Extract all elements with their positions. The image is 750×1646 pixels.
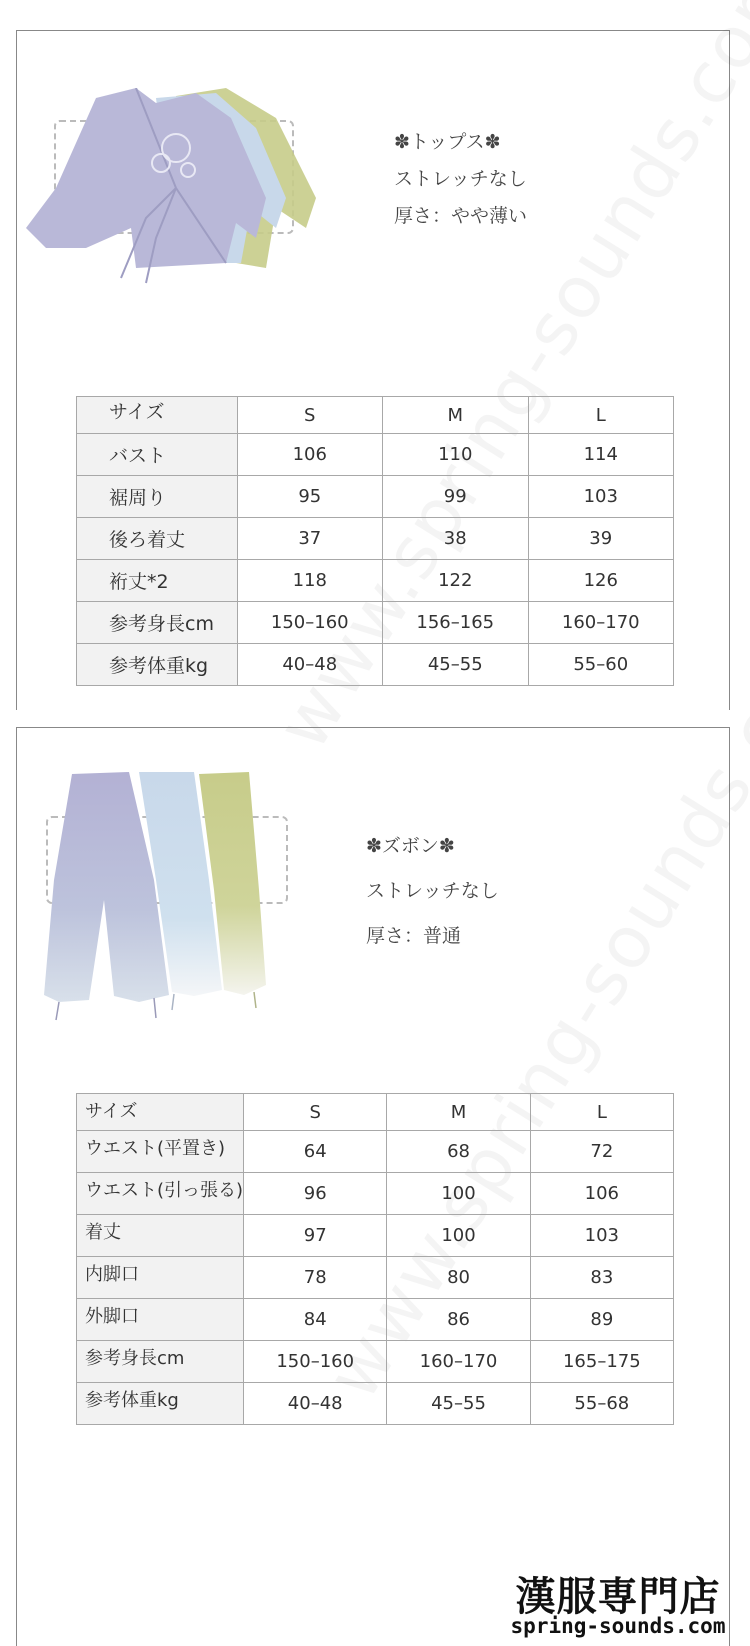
table-row: [77, 1383, 674, 1425]
table-row: [77, 1173, 674, 1215]
cell-m: 68: [387, 1131, 530, 1173]
header-size-label: サイズ: [77, 397, 238, 434]
header-size-s: S: [244, 1094, 387, 1131]
cell-s: 106: [237, 434, 382, 476]
cell-m: 100: [387, 1215, 530, 1257]
tops-info: [394, 124, 527, 235]
header-size-l: L: [528, 397, 674, 434]
header-size-l: L: [530, 1094, 673, 1131]
table-row: [77, 1299, 674, 1341]
cell-s: 96: [244, 1173, 387, 1215]
cell-m: 99: [383, 476, 528, 518]
cell-s: 84: [244, 1299, 387, 1341]
cell-m: 45–55: [383, 644, 528, 686]
row-label: 参考身長cm: [77, 602, 238, 644]
table-row: [77, 644, 674, 686]
cell-l: 160–170: [528, 602, 674, 644]
cell-l: 83: [530, 1257, 673, 1299]
cell-m: 38: [383, 518, 528, 560]
pants-title: ✽ズボン✽: [366, 835, 455, 857]
pants-garment-image: [44, 770, 284, 1025]
cell-l: 103: [528, 476, 674, 518]
row-label: 内脚口: [77, 1257, 244, 1299]
table-row: [77, 1215, 674, 1257]
cell-m: 160–170: [387, 1341, 530, 1383]
cell-s: 37: [237, 518, 382, 560]
row-label: 参考身長cm: [77, 1341, 244, 1383]
header-size-m: M: [387, 1094, 530, 1131]
row-label: 参考体重kg: [77, 644, 238, 686]
tops-garment-image: [26, 88, 316, 288]
brand-url[interactable]: spring-sounds.com: [510, 1614, 726, 1638]
cell-m: 86: [387, 1299, 530, 1341]
table-row: [77, 434, 674, 476]
cell-s: 150–160: [244, 1341, 387, 1383]
pants-info: [366, 824, 499, 959]
cell-l: 89: [530, 1299, 673, 1341]
row-label: バスト: [77, 434, 238, 476]
cell-s: 78: [244, 1257, 387, 1299]
table-row: [77, 602, 674, 644]
table-row: [77, 518, 674, 560]
tops-stretch: ストレッチなし: [394, 168, 527, 190]
row-label: 着丈: [77, 1215, 244, 1257]
cell-l: 114: [528, 434, 674, 476]
cell-l: 72: [530, 1131, 673, 1173]
pants-size-table: [76, 1093, 674, 1425]
cell-s: 40–48: [237, 644, 382, 686]
cell-m: 156–165: [383, 602, 528, 644]
row-label: ウエスト(平置き): [77, 1131, 244, 1173]
cell-s: 64: [244, 1131, 387, 1173]
cell-s: 40–48: [244, 1383, 387, 1425]
cell-m: 45–55: [387, 1383, 530, 1425]
pants-thickness: 厚さ：普通: [366, 925, 462, 947]
row-label: ウエスト(引っ張る): [77, 1173, 244, 1215]
table-row: [77, 476, 674, 518]
brand-name: 漢服専門店: [515, 1574, 721, 1620]
cell-m: 80: [387, 1257, 530, 1299]
cell-l: 106: [530, 1173, 673, 1215]
cell-l: 55–60: [528, 644, 674, 686]
cell-s: 118: [237, 560, 382, 602]
cell-m: 110: [383, 434, 528, 476]
table-row: [77, 560, 674, 602]
table-header-row: [77, 397, 674, 434]
cell-s: 97: [244, 1215, 387, 1257]
pants-stretch: ストレッチなし: [366, 880, 499, 902]
cell-l: 39: [528, 518, 674, 560]
table-row: [77, 1131, 674, 1173]
header-size-s: S: [237, 397, 382, 434]
row-label: 参考体重kg: [77, 1383, 244, 1425]
table-row: [77, 1341, 674, 1383]
cell-s: 150–160: [237, 602, 382, 644]
tops-thickness: 厚さ：やや薄い: [394, 205, 528, 227]
cell-l: 55–68: [530, 1383, 673, 1425]
tops-title: ✽トップス✽: [394, 131, 501, 153]
cell-m: 100: [387, 1173, 530, 1215]
cell-l: 103: [530, 1215, 673, 1257]
cell-m: 122: [383, 560, 528, 602]
table-row: [77, 1257, 674, 1299]
header-size-m: M: [383, 397, 528, 434]
row-label: 裄丈*2: [77, 560, 238, 602]
cell-s: 95: [237, 476, 382, 518]
cell-l: 126: [528, 560, 674, 602]
row-label: 裾周り: [77, 476, 238, 518]
header-size-label: サイズ: [77, 1094, 244, 1131]
row-label: 後ろ着丈: [77, 518, 238, 560]
row-label: 外脚口: [77, 1299, 244, 1341]
cell-l: 165–175: [530, 1341, 673, 1383]
tops-size-table: [76, 396, 674, 686]
table-header-row: [77, 1094, 674, 1131]
